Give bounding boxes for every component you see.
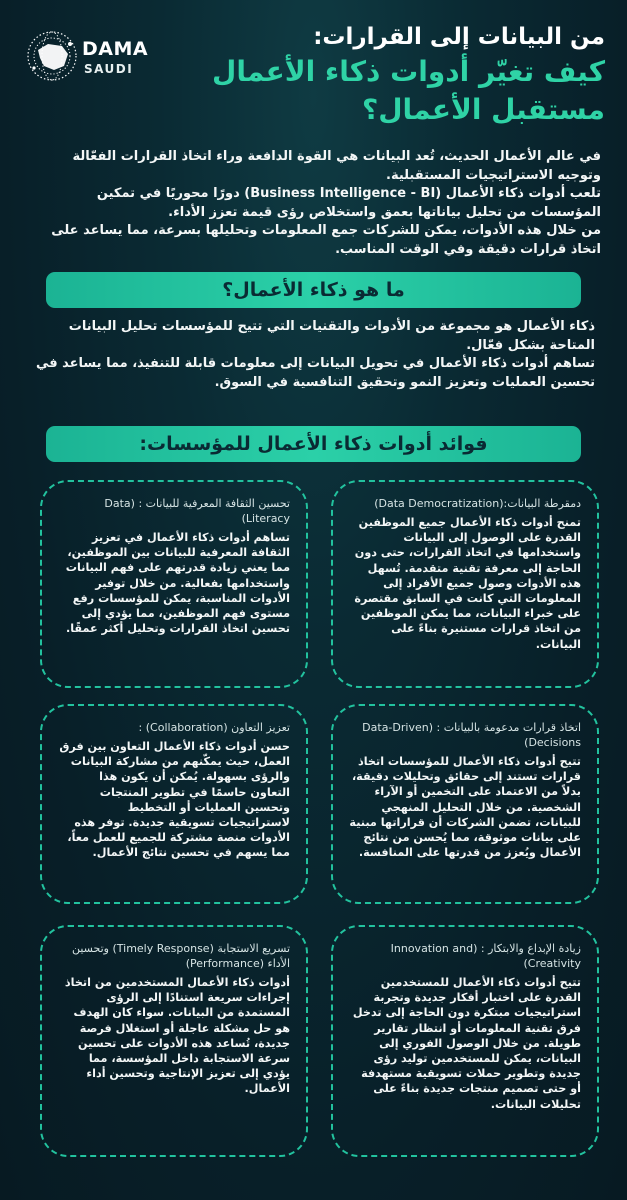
section-banner-what-is-bi: ما هو ذكاء الأعمال؟ (46, 272, 581, 308)
intro-paragraph-2: تلعب أدوات ذكاء الأعمال (Business Intelligence - BI) دورًا محوريًا في تمكين المؤسسات من تحليل بياناتها بعمق واستخلاص رؤى قيمة تعزز الأداء. (96, 186, 601, 220)
what-is-bi-text (30, 318, 595, 392)
card-body: تمنح أدوات ذكاء الأعمال جميع الموظفين القدرة على الوصول إلى البيانات واستخدامها في اتخاذ القرارات، حتى دون الحاجة إلى معرفة تقنية متقدمة. تُسهل هذه الأدوات وصول جميع الأفراد إلى المعلومات التي كانت في السابق مقتصرة على خبراء البيانات، مما يمكن الموظفين من اتخاذ قرارات مستنيرة بناءً على البيانات. (354, 516, 581, 651)
header (18, 22, 605, 152)
card-body: تتيح أدوات ذكاء الأعمال للمستخدمين القدرة على اختبار أفكار جديدة وتجربة استراتيجيات مبتكرة دون الحاجة إلى تدخل فرق تقنية المعلومات أو انتظار تقارير طويلة. من خلال الوصول الفوري إلى البيانات، يمكن للمستخدمين توليد رؤى جديدة وتطوير حملات تسويقية مستهدفة أو حتى تصميم منتجات جديدة بناءً على تحليلات البيانات. (352, 976, 581, 1111)
card-title: تعزيز التعاون (Collaboration) : (138, 721, 290, 734)
benefit-card-timely-response (40, 925, 308, 1157)
benefit-card-data-literacy (40, 480, 308, 688)
title-line-3: مستقبل الأعمال؟ (362, 93, 605, 126)
intro-paragraph-1: في عالم الأعمال الحديث، تُعد البيانات هي القوة الدافعة وراء اتخاذ القرارات الفعّالة وتوجيه الاستراتيجيات المستقبلية. (72, 149, 601, 183)
section-banner-benefits: فوائد أدوات ذكاء الأعمال للمؤسسات: (46, 426, 581, 462)
card-body: تساهم أدوات ذكاء الأعمال في تعزيز الثقافة المعرفية للبيانات بين الموظفين، مما يعني زيادة قدرتهم على فهم البيانات واستخدامها بفعالية. من خلال توفير الأدوات المناسبة، يمكن للمؤسسات رفع مستوى فهم الموظفين، مما يؤدي إلى تحسين اتخاذ القرارات وتحليل أكثر عمقًا. (65, 531, 290, 636)
what-is-bi-paragraph-1: ذكاء الأعمال هو مجموعة من الأدوات والتقنيات التي تتيح للمؤسسات تحليل البيانات المتاحة بشكل فعّال. (68, 319, 595, 353)
intro-paragraph-3: من خلال هذه الأدوات، يمكن للشركات جمع المعلومات وتحليلها بسرعة، مما يساعد على اتخاذ قرارات دقيقة وفي الوقت المناسب. (51, 223, 601, 257)
card-body: حسن أدوات ذكاء الأعمال التعاون بين فرق العمل، حيث يمكّنهم من مشاركة البيانات والرؤى بسهولة. يُمكن أن يكون هذا التعاون حاسمًا في تطوير المنتجات وتحسين العمليات أو التخطيط لاستراتيجيات تسويقية جديدة. توفر هذه الأدوات منصة مشتركة للجميع للعمل معاً، مما يسهم في تحسين نتائج الأعمال. (59, 740, 290, 860)
card-title: تحسين الثقافة المعرفية للبيانات : (Data Literacy) (104, 497, 290, 525)
benefit-card-innovation (331, 925, 599, 1157)
intro-text (28, 148, 601, 259)
logo-brand: DAMA (82, 38, 149, 60)
card-body: تتيح أدوات ذكاء الأعمال للمؤسسات اتخاذ قرارات تستند إلى حقائق وتحليلات دقيقة، بدلاً من الاعتماد على التخمين أو الآراء الشخصية. من خلال التحليل المنهجي للبيانات، تضمن الشركات أن قراراتها مبنية على بيانات موثوقة، مما يُحسن من نتائج الأعمال ويُعزز من قدرتها على المنافسة. (349, 755, 581, 860)
benefit-card-data-driven-decisions (331, 704, 599, 904)
benefit-card-data-democratization (331, 480, 599, 688)
card-title: تسريع الاستجابة (Timely Response) وتحسين الأداء (Performance) (71, 942, 290, 970)
title-line-2: كيف تغيّر أدوات ذكاء الأعمال (212, 55, 605, 88)
card-title: اتخاذ قرارات مدعومة بالبيانات : (Data-Driven Decisions) (362, 721, 581, 749)
card-title: زيادة الإبداع والابتكار : (Innovation and Creativity) (390, 942, 581, 970)
card-title: دمقرطة البيانات:(Data Democratization) (374, 497, 581, 510)
logo-sub: SAUDI (84, 62, 134, 76)
title-line-1: من البيانات إلى القرارات: (313, 24, 605, 50)
dama-logo (18, 28, 168, 88)
card-body: أدوات ذكاء الأعمال المستخدمين من اتخاذ إجراءات سريعة استنادًا إلى الرؤى المستمدة من البيانات. سواء كان الهدف هو حل مشكلة عاجلة أو استغلال فرصة جديدة، تُساعد هذه الأدوات على تحسين سرعة الاستجابة داخل المؤسسة، مما يؤدي إلى تعزيز الإنتاجية وتحسين أداء الأعمال. (64, 976, 290, 1096)
what-is-bi-paragraph-2: تساهم أدوات ذكاء الأعمال في تحويل البيانات إلى معلومات قابلة للتنفيذ، مما يساعد في تحسين العمليات وتعزيز النمو وتحقيق التنافسية في السوق. (35, 356, 595, 390)
benefit-card-collaboration (40, 704, 308, 904)
globe-icon (24, 28, 80, 84)
page-title (175, 22, 605, 128)
